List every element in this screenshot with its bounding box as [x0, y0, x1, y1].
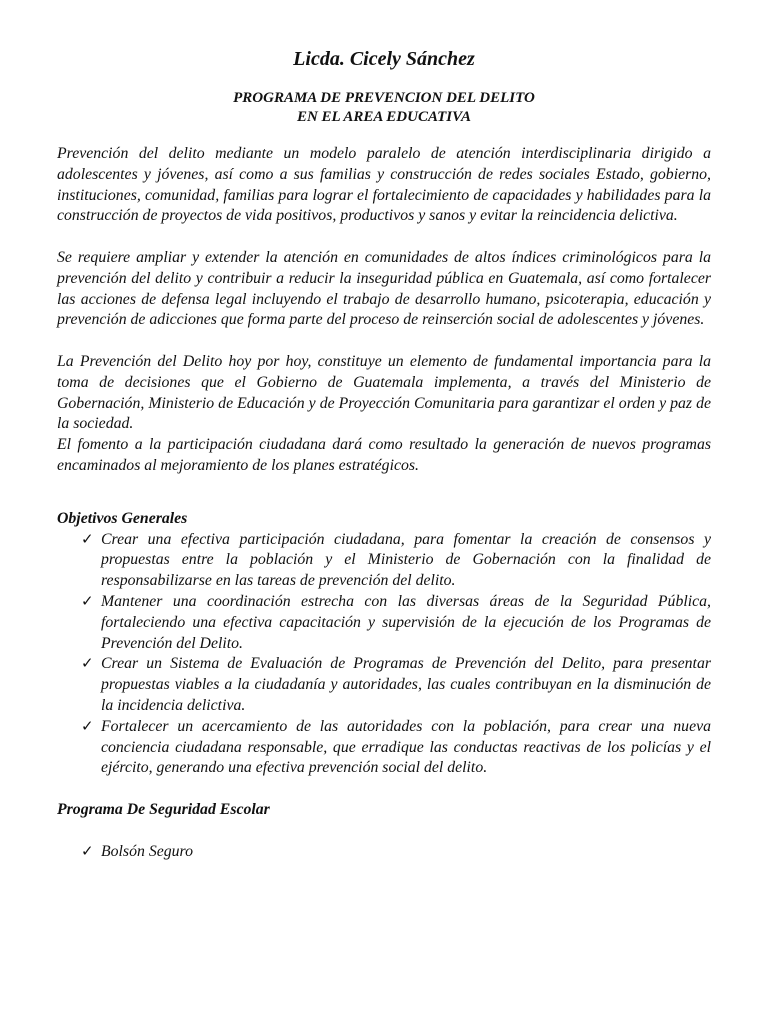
- title-line-2: EN EL AREA EDUCATIVA: [296, 109, 472, 125]
- objective-text: Crear un Sistema de Evaluación de Programas de Prevención del Delito, para presentar propuestas viables a la ciudadanía y autoridades, las cuales contribuyan en la disminución de la incidencia delictiva.: [101, 655, 711, 714]
- list-item: [81, 592, 711, 654]
- checkmark-icon: ✓: [81, 593, 94, 610]
- paragraph-2: Se requiere ampliar y extender la atención en comunidades de altos índices criminológicos para la prevención del delito y contribuir a reducir la inseguridad pública en Guatemala, así como fortalecer las acciones de defensa legal incluyendo el trabajo de desarrollo humano, psicoterapia, educación y prevención de adicciones que forma parte del proceso de reinserción social de adolescentes y jóvenes.: [57, 248, 711, 329]
- checkmark-icon: ✓: [81, 718, 94, 735]
- document-page: [57, 48, 711, 862]
- objective-text: Mantener una coordinación estrecha con las diversas áreas de la Seguridad Pública, fortaleciendo una efectiva capacitación y supervisión de la ejecución de los Programas de Prevención del Delito.: [101, 592, 711, 652]
- document-title: [57, 89, 711, 127]
- objectives-list: [57, 530, 711, 780]
- program-heading: Programa De Seguridad Escolar: [57, 800, 270, 818]
- list-item: [81, 654, 711, 716]
- paragraph-4: El fomento a la participación ciudadana dará como resultado la generación de nuevos programas encaminados al mejoramiento de los planes estratégicos.: [57, 436, 711, 474]
- paragraph-3: La Prevención del Delito hoy por hoy, constituye un elemento de fundamental importancia para la toma de decisiones que el Gobierno de Guatemala implementa, a través del Ministerio de Gobernación, Ministerio de Educación y de Proyección Comunitaria para garantizar el orden y paz de la sociedad.: [57, 352, 711, 433]
- author-name: Licda. Cicely Sánchez: [293, 48, 475, 70]
- checkmark-icon: ✓: [81, 531, 94, 548]
- paragraph-1: Prevención del delito mediante un modelo paralelo de atención interdisciplinaria dirigido a adolescentes y jóvenes, así como a sus familias y construcción de redes sociales Estado, gobierno, instituciones, comunidad, familias para lograr el fortalecimiento de capacidades y habilidades para la construcción de proyectos de vida positivos, productivos y sanos y evitar la reincidencia delictiva.: [57, 145, 711, 225]
- objective-text: Crear una efectiva participación ciudadana, para fomentar la creación de consensos y propuestas entre la población y el Ministerio de Gobernación con la finalidad de responsabilizarse en las tareas de prevención del delito.: [101, 530, 711, 590]
- title-line-1: PROGRAMA DE PREVENCION DEL DELITO: [233, 90, 535, 106]
- checkmark-icon: ✓: [81, 656, 94, 673]
- checkmark-icon: ✓: [81, 843, 94, 860]
- list-item: [81, 842, 711, 863]
- list-item: [81, 717, 711, 779]
- program-item-text: Bolsón Seguro: [101, 842, 193, 860]
- list-item: [81, 530, 711, 592]
- objective-text: Fortalecer un acercamiento de las autoridades con la población, para crear una nueva conciencia ciudadana responsable, que erradique las conductas reactivas de los policías y el ejército, generando una efectiva prevención social del delito.: [101, 717, 711, 777]
- objectives-heading: Objetivos Generales: [57, 509, 188, 527]
- program-list: [57, 842, 711, 863]
